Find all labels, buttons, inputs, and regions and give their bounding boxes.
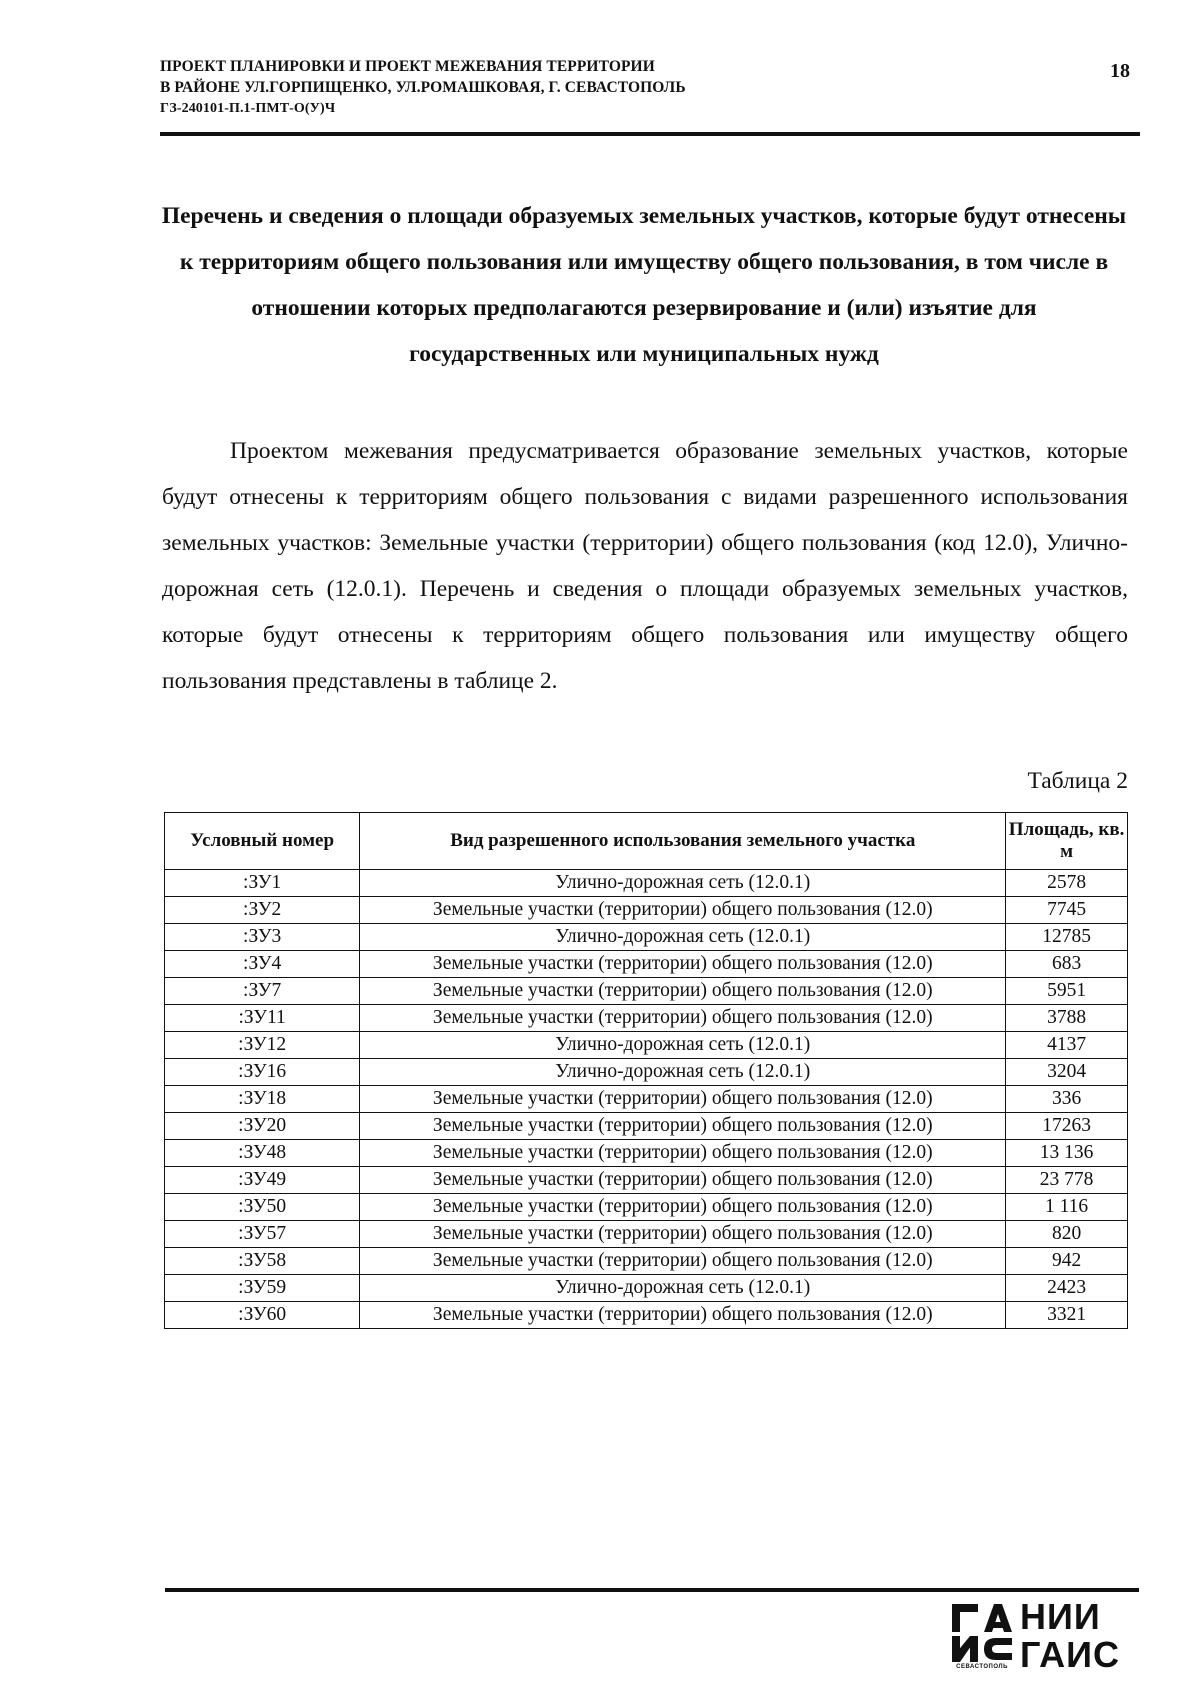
page-number: 18: [1110, 60, 1130, 82]
cell-area: 2578: [1006, 870, 1128, 897]
table-row: [165, 1194, 1128, 1221]
cell-permitted-use: Земельные участки (территории) общего пользования (12.0): [360, 1302, 1006, 1329]
cell-permitted-use: Земельные участки (территории) общего пользования (12.0): [360, 1194, 1006, 1221]
cell-permitted-use: Земельные участки (территории) общего пользования (12.0): [360, 1113, 1006, 1140]
cell-conditional-number: :ЗУ18: [165, 1086, 360, 1113]
cell-conditional-number: :ЗУ3: [165, 924, 360, 951]
cell-permitted-use: Земельные участки (территории) общего пользования (12.0): [360, 1221, 1006, 1248]
cell-conditional-number: :ЗУ48: [165, 1140, 360, 1167]
cell-area: 820: [1006, 1221, 1128, 1248]
section-title: Перечень и сведения о площади образуемых земельных участков, которые будут отнесены к территориям общего пользования или имуществу общего пользования, в том числе в отношении которых предполагаются резервирование и (или) изъятие для государственных или муниципальных нужд: [161, 203, 1127, 367]
table-row: [165, 1248, 1128, 1275]
table-row: [165, 1032, 1128, 1059]
header-area: Площадь, кв. м: [1006, 813, 1128, 870]
cell-conditional-number: :ЗУ2: [165, 897, 360, 924]
cell-permitted-use: Земельные участки (территории) общего пользования (12.0): [360, 897, 1006, 924]
cell-permitted-use: Улично-дорожная сеть (12.0.1): [360, 1059, 1006, 1086]
cell-conditional-number: :ЗУ4: [165, 951, 360, 978]
header-title-line-1: ПРОЕКТ ПЛАНИРОВКИ И ПРОЕКТ МЕЖЕВАНИЯ ТЕРРИТОРИИ: [160, 58, 655, 75]
cell-permitted-use: Земельные участки (территории) общего пользования (12.0): [360, 1167, 1006, 1194]
cell-area: 3321: [1006, 1302, 1128, 1329]
cell-area: 3788: [1006, 1005, 1128, 1032]
header-permitted-use: Вид разрешенного использования земельного участка: [360, 813, 1006, 870]
land-plots-table: [164, 812, 1128, 1329]
cell-conditional-number: :ЗУ60: [165, 1302, 360, 1329]
header-divider: [160, 132, 1140, 136]
table-row: [165, 978, 1128, 1005]
table-header-row: [165, 813, 1128, 870]
header-conditional-number: Условный номер: [165, 813, 360, 870]
table-row: [165, 1086, 1128, 1113]
cell-area: 683: [1006, 951, 1128, 978]
cell-conditional-number: :ЗУ57: [165, 1221, 360, 1248]
table-row: [165, 897, 1128, 924]
cell-area: 1 116: [1006, 1194, 1128, 1221]
table-row: [165, 1275, 1128, 1302]
table-row: [165, 1005, 1128, 1032]
cell-permitted-use: Улично-дорожная сеть (12.0.1): [360, 1032, 1006, 1059]
cell-conditional-number: :ЗУ59: [165, 1275, 360, 1302]
footer-divider: [165, 1588, 1139, 1592]
cell-conditional-number: :ЗУ58: [165, 1248, 360, 1275]
cell-permitted-use: Улично-дорожная сеть (12.0.1): [360, 924, 1006, 951]
cell-area: 23 778: [1006, 1167, 1128, 1194]
niigais-logo: [950, 1598, 1140, 1674]
cell-area: 5951: [1006, 978, 1128, 1005]
cell-permitted-use: Земельные участки (территории) общего пользования (12.0): [360, 1140, 1006, 1167]
cell-conditional-number: :ЗУ16: [165, 1059, 360, 1086]
body-paragraph: Проектом межевания предусматривается образование земельных участков, которые будут отнесены к территориям общего пользования с видами разрешенного использования земельных участков: Земельные участки (территории) общего пользования (код 12.0), Улично-дорожная сеть (12.0.1). Перечень и сведения о площади образуемых земельных участков, которые будут отнесены к территориям общего пользования или имуществу общего пользования представлены в таблице 2.: [162, 438, 1128, 694]
cell-area: 13 136: [1006, 1140, 1128, 1167]
cell-conditional-number: :ЗУ1: [165, 870, 360, 897]
cell-permitted-use: Земельные участки (территории) общего пользования (12.0): [360, 1086, 1006, 1113]
cell-area: 12785: [1006, 924, 1128, 951]
logo-wordmark: [1020, 1598, 1120, 1674]
table-row: [165, 1221, 1128, 1248]
gais-logo-icon: [950, 1602, 1014, 1664]
cell-conditional-number: :ЗУ11: [165, 1005, 360, 1032]
table-row: [165, 951, 1128, 978]
cell-area: 336: [1006, 1086, 1128, 1113]
table-row: [165, 1113, 1128, 1140]
table-row: [165, 1302, 1128, 1329]
logo-city: СЕВАСТОПОЛЬ: [956, 1664, 1008, 1670]
cell-area: 4137: [1006, 1032, 1128, 1059]
cell-permitted-use: Земельные участки (территории) общего пользования (12.0): [360, 1248, 1006, 1275]
cell-area: 3204: [1006, 1059, 1128, 1086]
cell-area: 2423: [1006, 1275, 1128, 1302]
cell-area: 7745: [1006, 897, 1128, 924]
table-row: [165, 1059, 1128, 1086]
cell-conditional-number: :ЗУ50: [165, 1194, 360, 1221]
table-row: [165, 1167, 1128, 1194]
table-row: [165, 1140, 1128, 1167]
document-header: [160, 56, 1140, 119]
cell-conditional-number: :ЗУ12: [165, 1032, 360, 1059]
cell-conditional-number: :ЗУ7: [165, 978, 360, 1005]
cell-area: 942: [1006, 1248, 1128, 1275]
table-caption: Таблица 2: [1027, 768, 1128, 794]
cell-conditional-number: :ЗУ20: [165, 1113, 360, 1140]
table-row: [165, 870, 1128, 897]
logo-line-1: НИИ: [1020, 1596, 1101, 1637]
cell-permitted-use: Земельные участки (территории) общего пользования (12.0): [360, 978, 1006, 1005]
cell-permitted-use: Улично-дорожная сеть (12.0.1): [360, 870, 1006, 897]
table-row: [165, 924, 1128, 951]
cell-permitted-use: Улично-дорожная сеть (12.0.1): [360, 1275, 1006, 1302]
table-body: [165, 870, 1128, 1329]
cell-permitted-use: Земельные участки (территории) общего пользования (12.0): [360, 1005, 1006, 1032]
logo-line-2: ГАИС: [1020, 1634, 1121, 1675]
cell-conditional-number: :ЗУ49: [165, 1167, 360, 1194]
header-title-line-2: В РАЙОНЕ УЛ.ГОРПИЩЕНКО, УЛ.РОМАШКОВАЯ, Г. СЕВАСТОПОЛЬ: [160, 79, 686, 96]
document-code: ГЗ-240101-П.1-ПМТ-О(У)Ч: [160, 101, 336, 116]
cell-permitted-use: Земельные участки (территории) общего пользования (12.0): [360, 951, 1006, 978]
cell-area: 17263: [1006, 1113, 1128, 1140]
